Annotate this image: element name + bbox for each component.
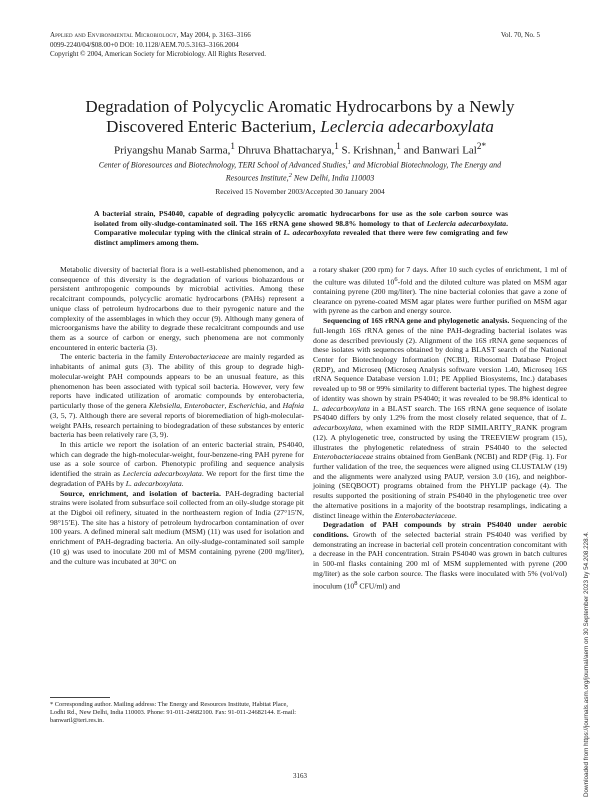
received-dates: Received 15 November 2003/Accepted 30 January 2004 xyxy=(215,187,385,196)
author-1-affil: 1 xyxy=(230,141,235,151)
paragraph-report xyxy=(50,440,304,489)
volume-label: Vol. 70, No. 5 xyxy=(500,31,540,39)
author-list xyxy=(40,141,560,157)
text: , when examined with the RDP SIMILARITY_RANK program (12). A phylogenetic tree, constructed by using the TREEVIEW program (15), illustrates the phylogenetic relatedness of strain PS4040 to the selected xyxy=(313,423,567,452)
text: Growth of the selected bacterial strain PS4040 was verified by demonstrating an increase in bacterial cell protein concentration concomitant with a decrease in the PAH concentration. Strain PS4040 was grown in batch cultures in 500-ml flasks containing 200 ml of MSM supplemented with pyrene (200 mg/liter) as the sole carbon source. The flasks were inoculated with 5% (vol/vol) inoculum (10 xyxy=(313,529,567,591)
affiliations xyxy=(95,158,505,184)
italic-term: L. adecarboxylata xyxy=(125,478,182,488)
text: -fold and the diluted culture was plated on MSM agar containing pyrene (200 mg/liter). The nine bacterial colonies that gave a zone of clearance on pyrene-coated MSM agar plates were further purified on MSM agar with pyrene as the carbon and energy source. xyxy=(313,277,567,316)
download-watermark: Downloaded from https://journals.asm.org/journal/aem on 30 September 2023 by 54.208.228.4. xyxy=(583,531,590,797)
affiliation-1: Center of Bioresources and Biotechnology, TERI School of Advanced Studies, xyxy=(98,160,348,170)
title-line-2 xyxy=(40,117,560,137)
author-4: and Banwari Lal xyxy=(403,144,477,157)
author-2-affil: 1 xyxy=(334,141,339,151)
italic-term: L. adecarboxylata xyxy=(313,413,567,433)
section-heading: Sequencing of 16S rRNA gene and phylogenetic analysis. xyxy=(323,316,510,326)
article-title xyxy=(40,97,560,137)
right-column xyxy=(313,265,567,591)
italic-term: Enterobacteriaceae xyxy=(313,452,374,462)
text: a rotary shaker (200 rpm) for 7 days. After 10 such cycles of enrichment, 1 ml of the culture was diluted 10 xyxy=(313,265,567,287)
text: PAH-degrading bacterial strains were isolated from subsurface soil collected from an oily-sludge storage pit at the Digboi oil refinery, situated in the northeastern region of India (27°15′N, 98°15′E). The site has a history of petroleum hydrocarbon contamination of over 100 years. A defined mineral salt medium (MSM) (11) was used for isolation and enrichment of PAH-degrading bacteria. An oily-sludge-contaminated soil sample (10 g) was used to inoculate 200 ml of MSM containing pyrene (200 mg/liter), and the culture was incubated at 30°C on xyxy=(50,488,304,566)
abstract-text-2: . Comparative molecular typing with the clinical strain of xyxy=(94,218,508,237)
footnote-divider xyxy=(50,697,110,698)
author-4-affil: 2* xyxy=(476,141,487,151)
abstract xyxy=(94,209,508,247)
affiliation-2-mark: 2 xyxy=(288,172,292,180)
paragraph-intro: Metabolic diversity of bacterial flora is a well-established phenomenon, and a consequence of this diversity is the degradation of various biohazardous or persistent anthropogenic compounds by microbial activities. Among these recalcitrant compounds, polycyclic aromatic hydrocarbons (PAHs) represent a unique class of petroleum hydrocarbons due to their pyrogenic nature and the complexity of the assemblages in which they occur (9). Although many genera of microorganisms have the ability to degrade these recalcitrant compounds and use them as a source of carbon or energy, such phenomena are not commonly encountered in enteric bacteria (3). xyxy=(50,265,304,352)
text: Sequencing of the full-length 16S rRNA genes of the nine PAH-degrading bacterial isolates was done as described previously (2). Alignment of the 16S rRNA gene sequences of these isolates with sequences obtained by doing a BLAST search of the National Center for Biotechnology Information (NCBI), Ribosomal Database Project (RDP), and Microseq (Microseq Analysis software version 1.40, Microseq 16S rRNA Sequence Database version 1.01; PE Applied Biosystems, Inc.) databases revealed up to 98 or 99% similarity to different bacterial types. The highest degree of identity was shown by strain PS4040; it was revealed to be 98.8% identical to xyxy=(313,316,567,403)
author-3-affil: 1 xyxy=(396,141,401,151)
text: The enteric bacteria in the family xyxy=(60,352,169,362)
italic-term: Hafnia xyxy=(282,401,305,411)
copyright-line: Copyright © 2004, American Society for Microbiology. All Rights Reserved. xyxy=(50,50,267,59)
paragraph-degradation xyxy=(313,520,567,591)
corresponding-author-footnote: * Corresponding author. Mailing address: The Energy and Resources Institute, Habitat Place, Lodhi Rd., New Delhi, India 110003. Phone: 91-011-24682100. Fax: 91-011-24682144. E-mail: banwaril@teri.res.in. xyxy=(50,701,297,725)
author-2: Dhruva Bhattacharya, xyxy=(237,144,335,157)
italic-term: Leclercia adecarboxylata xyxy=(122,469,202,479)
superscript: 6 xyxy=(394,275,398,283)
section-heading: Degradation of PAH compounds by strain PS4040 under aerobic conditions. xyxy=(313,520,567,539)
paragraph-source xyxy=(50,489,304,567)
abstract-text-3: revealed that there were few comigrating and few distinct amplimers among them. xyxy=(94,228,508,247)
author-1: Priyangshu Manab Sarma, xyxy=(113,144,231,157)
text: (3, 5, 7). Although there are several reports of bioremediation of high-molecular-weight PAHs, research pertaining to biodegradation of these substances by enteric bacteria has been relatively rare (3, 9). xyxy=(50,410,304,440)
text: CFU/ml) and xyxy=(357,581,401,591)
text: In this article we report the isolation of an enteric bacterial strain, PS4040, which can degrade the high-molecular-weight, four-benzene-ring PAH pyrene for use as a sole source of carbon. Phenotypic profiling and sequence analysis identified the strain as xyxy=(50,439,304,479)
italic-term: Enterobacteriaceae xyxy=(394,510,455,520)
abstract-species-1: Leclercia adecarboxylata xyxy=(426,218,507,228)
doi-line: 0099-2240/04/$08.00+0 DOI: 10.1128/AEM.70.5.3163–3166.2004 xyxy=(50,40,239,49)
text: . We report for the first time the degradation of PAHs by xyxy=(50,469,304,488)
text: , and xyxy=(265,401,283,411)
italic-term: Enterobacteriaceae xyxy=(168,352,230,362)
abstract-species-2: L. adecarboxylata xyxy=(283,228,341,237)
text: . xyxy=(454,510,457,520)
title-line-1: Degradation of Polycyclic Aromatic Hydrocarbons by a Newly xyxy=(85,97,515,116)
title-species: Leclercia adecarboxylata xyxy=(320,117,494,136)
author-3: S. Krishnan, xyxy=(341,144,397,157)
left-column xyxy=(50,265,304,566)
journal-issue: , May 2004, p. 3163–3166 xyxy=(176,31,251,39)
text: strains obtained from GenBank (NCBI) and RDP (Fig. 1). For further validation of the tree, the sequences were aligned using CLUSTALW (19) and the alignments were analyzed using PAUP, version 3.0 (16), and neighbor-joining (SEQBOOT) programs obtained from the PHYLIP package (4). The results supported the positioning of strain PS4040 in the phylogenetic tree over the alternative positions in a majority of the bootstrap resamplings, indicating a distinct lineage within the xyxy=(313,452,567,520)
affiliation-location: New Delhi, India 110003 xyxy=(291,173,375,183)
italic-term: L. adecarboxylata xyxy=(313,403,370,413)
journal-citation xyxy=(50,31,380,41)
paragraph-enteric xyxy=(50,352,304,439)
affiliation-2: and Microbial Biotechnology, The Energy and Resources Institute, xyxy=(225,160,502,183)
journal-name: Applied and Environmental Microbiology xyxy=(50,31,177,39)
superscript: 8 xyxy=(354,579,358,587)
text: . xyxy=(181,478,184,488)
abstract-text-1: A bacterial strain, PS4040, capable of degrading polycyclic aromatic hydrocarbons for use as the sole carbon source was isolated from oily-sludge-contaminated soil. The 16S rRNA gene showed 98.8% homology to that of xyxy=(94,209,508,228)
italic-term: Klebsiella xyxy=(148,401,181,411)
text: , xyxy=(180,401,185,411)
italic-term: Escherichia xyxy=(228,401,266,411)
journal-header xyxy=(50,31,380,60)
paragraph-continued xyxy=(313,265,567,316)
text: in a BLAST search. The 16S rRNA gene sequence of isolate PS4040 differs by only 1.2% from the most closely related sequence, that of xyxy=(313,403,567,423)
affiliation-1-mark: 1 xyxy=(347,159,351,166)
text: are mainly regarded as inhabitants of animal guts (3). The ability of this group to degrade high-molecular-weight PAH compounds appears to be an unusual feature, as this phenomenon has been associated with typical soil bacteria. However, very few reports have indicated utilization of aromatic compounds by enterobacteria, particularly those of the genera xyxy=(50,352,304,411)
paragraph-sequencing xyxy=(313,316,567,520)
italic-term: Enterobacter xyxy=(184,401,225,411)
page-number: 3163 xyxy=(293,772,307,780)
text: , xyxy=(224,401,229,411)
title-text: Discovered Enteric Bacterium, xyxy=(106,117,321,136)
section-heading: Source, enrichment, and isolation of bacteria. xyxy=(60,488,221,498)
